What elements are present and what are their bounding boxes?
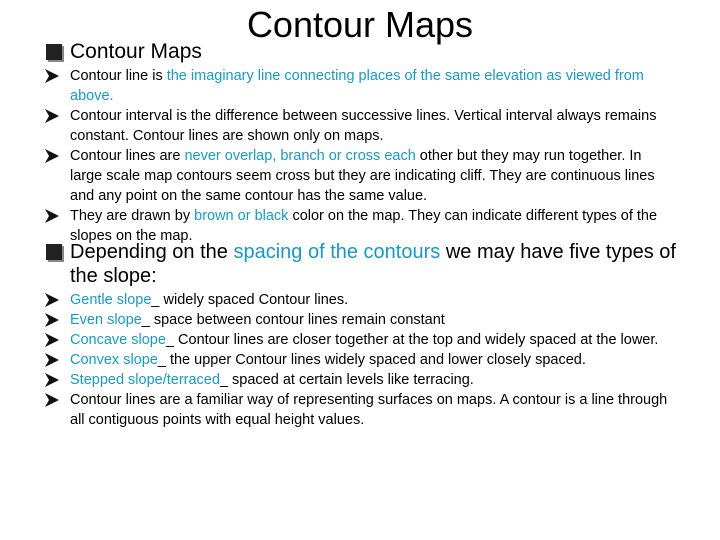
text-run: the upper Contour lines widely spaced and lower closely spaced. <box>165 352 586 368</box>
bullet-item <box>44 390 674 430</box>
text-run: the imaginary line connecting places of the <box>166 68 445 84</box>
text-run: color on the map. They can indicate different types of the slopes on the map. <box>70 208 658 244</box>
text-run: They are drawn by <box>70 208 195 224</box>
arrow-bullet-icon <box>44 68 60 84</box>
text-run: Contour lines are closer together at the top and widely spaced at the lower. <box>174 332 659 348</box>
section2-heading-text <box>70 240 690 288</box>
arrow-bullet-icon <box>44 312 60 328</box>
section1-heading-text: Contour Maps <box>70 40 202 63</box>
bullet-item <box>44 106 674 146</box>
bullet-item <box>44 350 674 370</box>
arrow-bullet-icon <box>44 208 60 224</box>
section1-heading <box>46 40 202 64</box>
arrow-bullet-icon <box>44 392 60 408</box>
text-run: _ <box>219 372 229 388</box>
arrow-bullet-icon <box>44 372 60 388</box>
section2-bullet-list <box>44 290 674 430</box>
square-bullet-icon <box>46 244 62 260</box>
text-run: widely spaced Contour lines. <box>159 292 349 308</box>
text-run: _ <box>141 312 150 328</box>
bullet-item <box>44 370 674 390</box>
text-run: _ <box>151 292 160 308</box>
text-run: Contour line <box>70 68 149 84</box>
text-run: as viewed from above. <box>70 68 644 104</box>
arrow-bullet-icon <box>44 332 60 348</box>
text-run: spaced at certain levels like terracing. <box>228 372 474 388</box>
text-run: brown or black <box>194 208 289 224</box>
text-run: Depending on the <box>70 241 234 263</box>
arrow-bullet-icon <box>44 108 60 124</box>
text-run: space between contour lines remain constant <box>149 312 445 328</box>
text-run: Convex slope <box>70 352 158 368</box>
bullet-item <box>44 66 674 106</box>
text-run: Contour interval <box>70 108 173 124</box>
square-bullet-icon <box>46 44 62 60</box>
text-run: Gentle slope <box>70 292 152 308</box>
section2-heading <box>46 240 690 288</box>
bullet-item <box>44 330 674 350</box>
text-run: is <box>148 68 167 84</box>
text-run: never overlap, branch or cross each <box>184 148 416 164</box>
arrow-bullet-icon <box>44 352 60 368</box>
slide-title: Contour Maps <box>246 4 474 45</box>
arrow-bullet-icon <box>44 292 60 308</box>
arrow-bullet-icon <box>44 148 60 164</box>
text-run: Stepped slope/terraced <box>70 372 220 388</box>
text-run: Even slope <box>70 312 142 328</box>
bullet-item <box>44 310 674 330</box>
text-run: Contour lines are <box>70 148 185 164</box>
section1-bullet-list <box>44 66 674 246</box>
text-run: is the difference between successive lines. Vertical interval always remains constant. Contour lines are shown only on maps. <box>70 108 657 144</box>
text-run: other but they may run together. In large scale map contours seem cross but they are indicating cliff. They are continuous lines and any point on the same contour has the same value. <box>70 148 655 204</box>
bullet-item <box>44 290 674 310</box>
text-run: spacing of the contours <box>233 241 441 263</box>
text-run: we may have five types of the slope: <box>70 241 676 287</box>
text-run: Concave slope <box>70 332 166 348</box>
text-run: _ <box>157 352 166 368</box>
text-run: same elevation <box>444 68 543 84</box>
bullet-item <box>44 146 674 206</box>
text-run: Contour lines are a familiar way of representing surfaces on maps. A contour is a line through all contiguous points with equal height values. <box>70 392 668 428</box>
text-run: _ <box>165 332 174 348</box>
